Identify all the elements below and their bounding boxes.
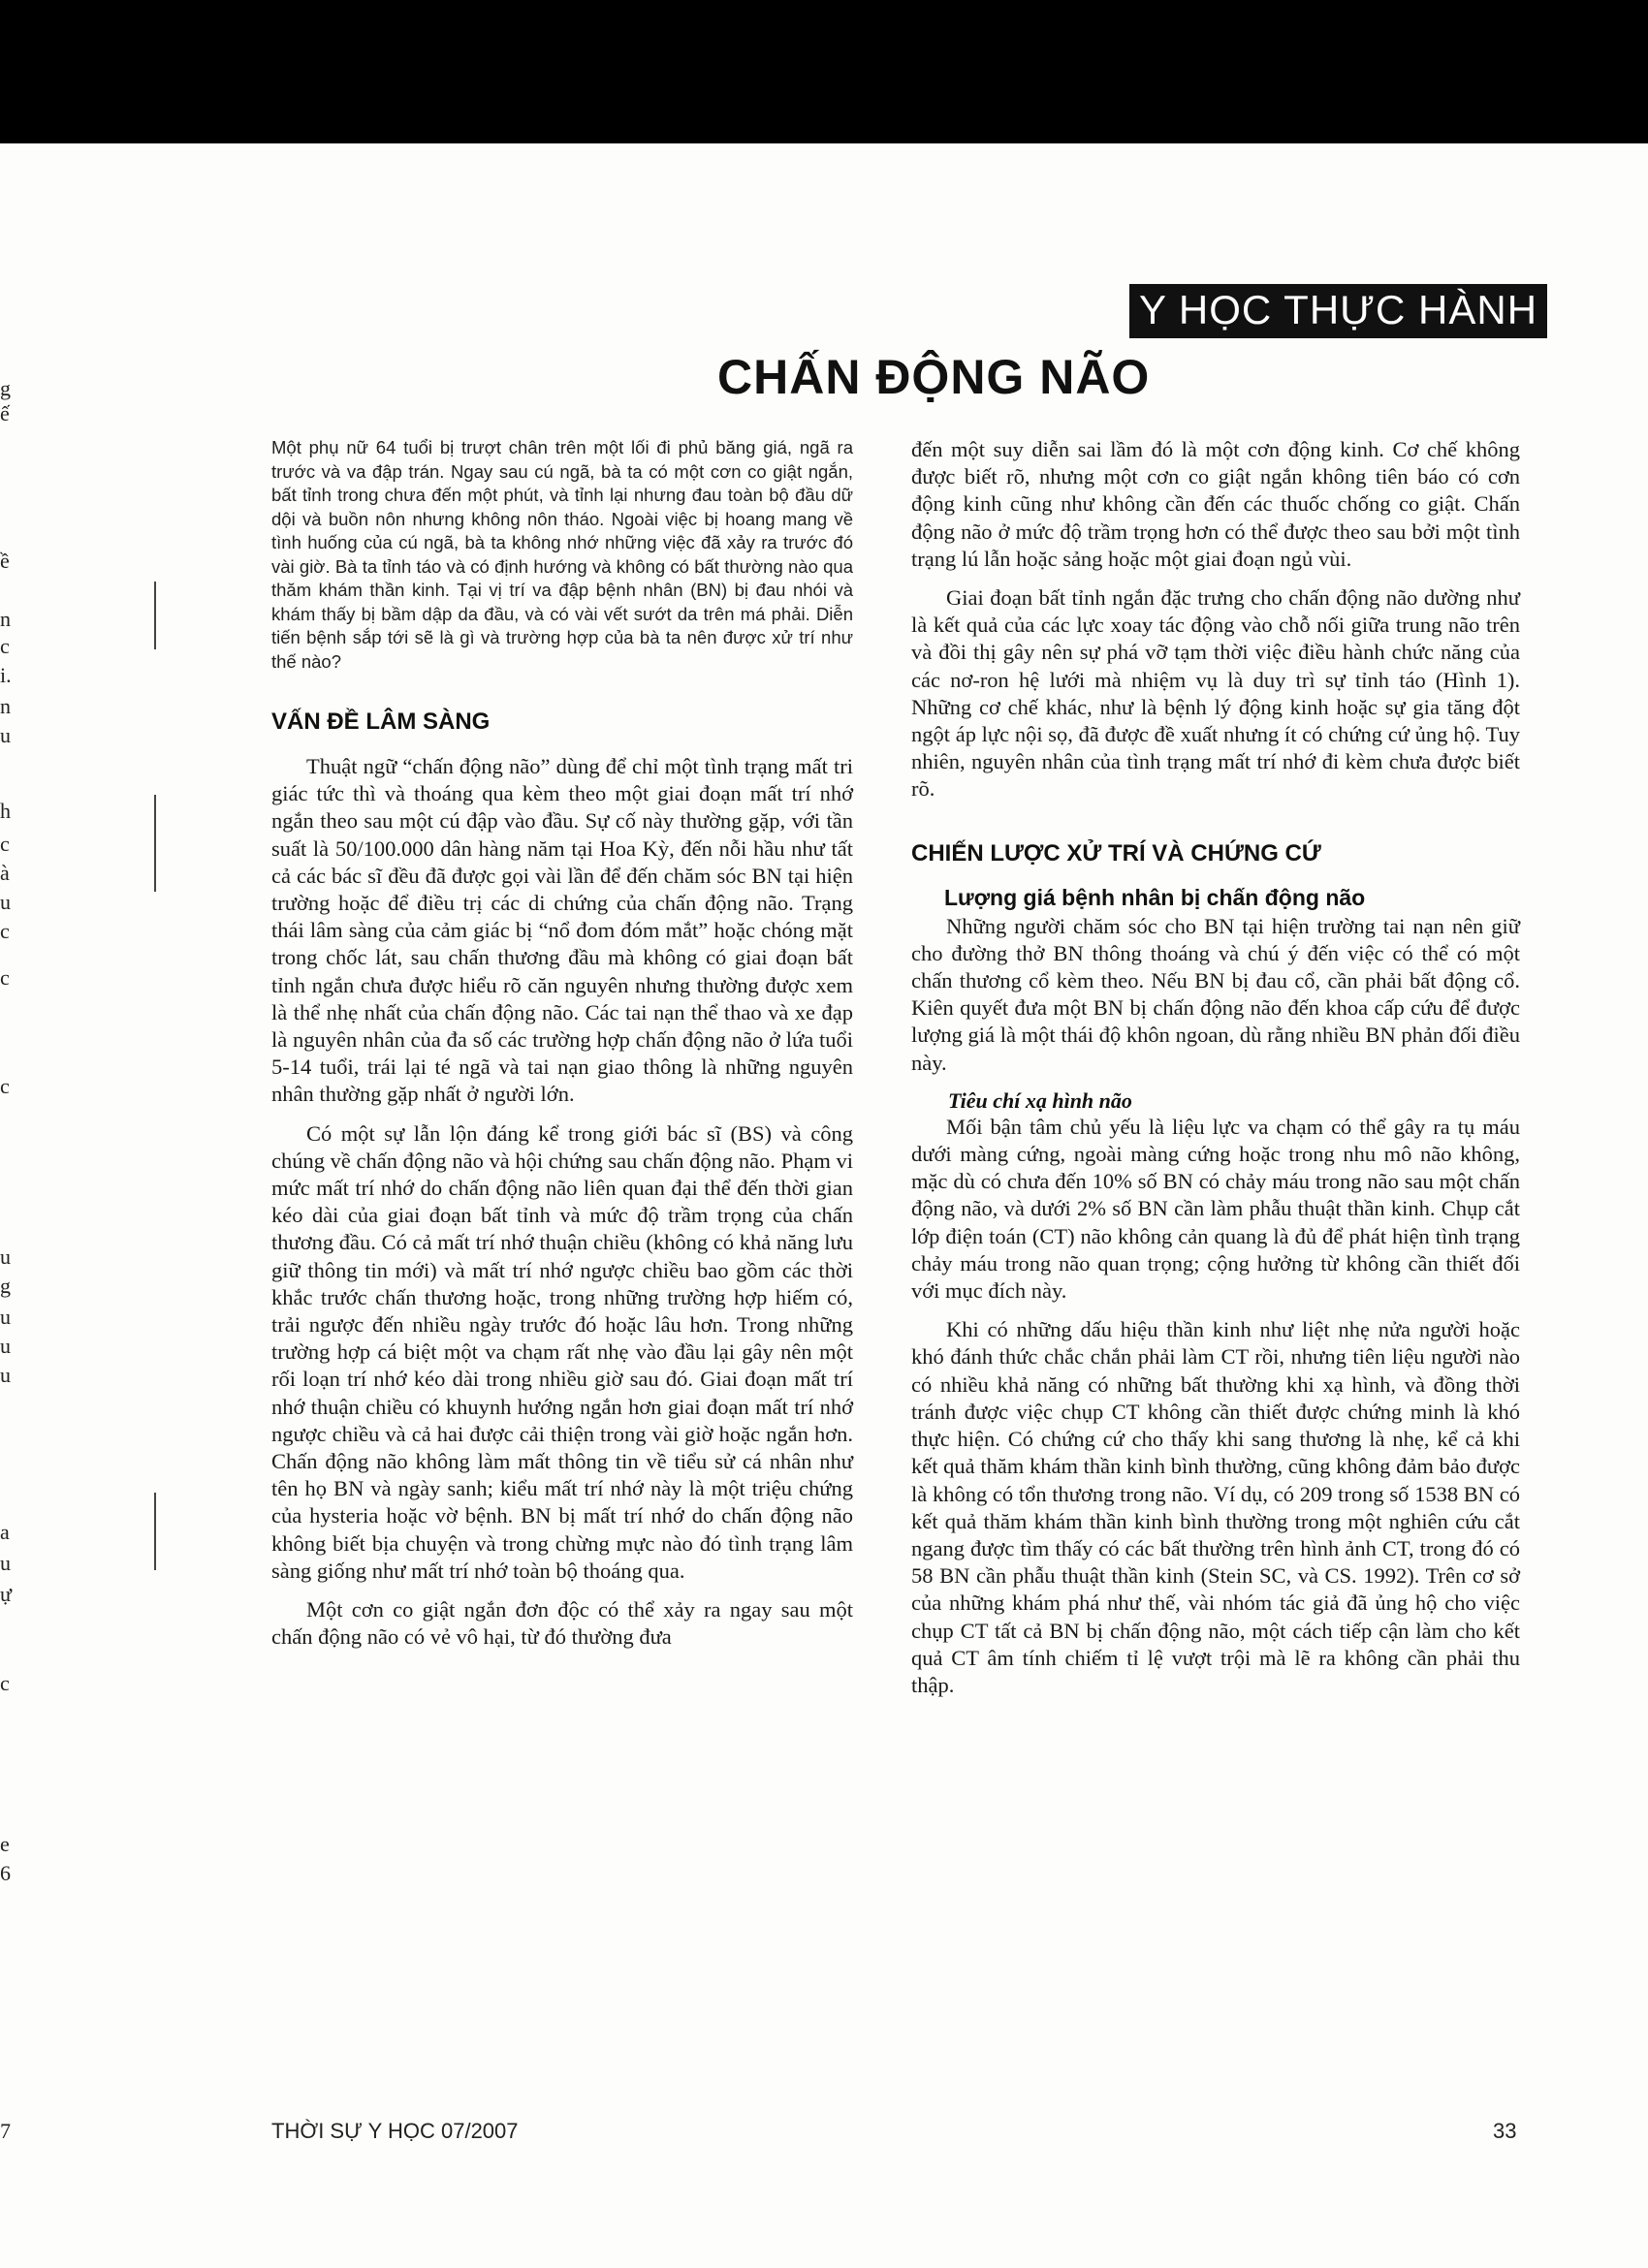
margin-glyph: c <box>0 965 10 990</box>
margin-glyph: a <box>0 1520 10 1544</box>
body-paragraph: Khi có những dấu hiệu thần kinh như liệt nhẹ nửa người hoặc khó đánh thức chắc chắn phải làm CT rồi, nhưng tiên liệu người nào có nhiều khả năng có những bất thường khi xạ hình, và đồng thời tránh được việc chụp CT không cần thiết được chứng minh là khó thực hiện. Có chứng cứ cho thấy khi sang thương là nhẹ, kể cả khi kết quả thăm khám thần kinh bình thường, cũng không đảm bảo được là không có tổn thương trong não. Ví dụ, có 209 trong số 1538 BN có kết quả thăm khám thần kinh bình thường trong một nghiên cứu cắt ngang được tìm thấy có các bất thường trên hình ảnh CT, trong đó có 58 BN cần phẫu thuật thần kinh (Stein SC, và CS. 1992). Trên cơ sở của những khám phá như thế, vài nhóm tác giả đã ủng hộ cho việc chụp CT tất cả BN bị chấn động não, một cách tiếp cận làm cho kết quả CT âm tính chiếm tỉ lệ vượt trội mà lẽ ra không cần phải thu thập. <box>911 1317 1520 1697</box>
left-column <box>271 436 853 1663</box>
body-paragraph: Thuật ngữ “chấn động não” dùng để chỉ một tình trạng mất tri giác tức thì và thoáng qua kèm theo một giai đoạn mất trí nhớ ngắn theo sau một cú đập vào đầu. Sự cố này thường gặp, với tần suất là 50/100.000 dân hàng năm tại Hoa Kỳ, đến nỗi hầu như tất cả các bác sĩ đều đã được gọi vài lần để đến chăm sóc BN tại hiện trường hoặc để điều trị các di chứng của chấn động não. Trạng thái lâm sàng của cảm giác bị “nổ đom đóm mắt” hoặc chóng mặt trong chốc lát, sau chấn thương đầu mà không có giai đoạn bất tỉnh ngắn chưa được hiểu rõ căn nguyên nhưng thường được xem là thể nhẹ nhất của chấn động não. Các tai nạn thể thao và xe đạp là nguyên nhân của đa số các trường hợp chấn động não ở lứa tuổi 5-14 tuổi, trái lại té ngã và tai nạn giao thông là những nguyên nhân thường gặp nhất ở người lớn. <box>271 754 853 1107</box>
scan-mark <box>154 1493 156 1570</box>
right-column <box>911 436 1520 1711</box>
scan-mark <box>154 795 156 892</box>
clinical-problem-heading: VẤN ĐỀ LÂM SÀNG <box>271 709 491 735</box>
scan-mark <box>154 582 156 649</box>
previous-page-margin <box>0 143 21 2268</box>
margin-glyph: h <box>0 799 11 823</box>
body-paragraph: Có một sự lẫn lộn đáng kể trong giới bác sĩ (BS) và công chúng về chấn động não và hội chứng sau chấn động não. Phạm vi mức mất trí nhớ do chấn động não liên quan đại thể đến thời gian kéo dài của giai đoạn bất tỉnh và mức độ trầm trọng của chấn thương đầu. Có cả mất trí nhớ thuận chiều (không có khả năng lưu giữ thông tin mới) và mất trí nhớ ngược chiều bao gồm các thời khắc trước chấn thương hoặc, trong những trường hợp hiếm có, trải ngược đến nhiều ngày trước đó hoặc lâu hơn. Trong những trường hợp cá biệt một va chạm rất nhẹ vào đầu lại gây nên một rối loạn trí nhớ kéo dài trong nhiều giờ sau đó. Giai đoạn mất trí nhớ thuận chiều có khuynh hướng ngắn hơn giai đoạn mất trí nhớ ngược chiều và cả hai được cải thiện trong vài giờ hoặc ngắn hơn. Chấn động não không làm mất thông tin về tiểu sử cá nhân như tên họ BN và ngày sanh; kiểu mất trí nhớ này là một triệu chứng của hysteria hoặc vờ bệnh. BN bị mất trí nhớ do chấn động não không biết bịa chuyện và trong chừng mực nào đó tình trạng lâm sàng giống như mất trí nhớ toàn bộ thoáng qua. <box>271 1120 853 1583</box>
margin-glyph: ự <box>0 1582 12 1606</box>
margin-glyph: u <box>0 1551 11 1575</box>
margin-glyph: 7 <box>0 2119 11 2143</box>
margin-glyph: 6 <box>0 1861 11 1885</box>
page-number: 33 <box>1493 2119 1517 2143</box>
margin-glyph: g <box>0 1274 11 1298</box>
margin-glyph: c <box>0 919 10 943</box>
margin-glyph: u <box>0 1244 11 1269</box>
margin-glyph: u <box>0 1305 11 1329</box>
margin-glyph: e <box>0 1832 10 1856</box>
margin-glyph: g <box>0 376 11 400</box>
margin-glyph: i. <box>0 663 12 687</box>
margin-glyph: n <box>0 694 11 718</box>
section-label: Y HỌC THỰC HÀNH <box>1129 284 1547 338</box>
body-paragraph: đến một suy diễn sai lầm đó là một cơn động kinh. Cơ chế không được biết rõ, nhưng một cơn co giật ngắn không tiên báo có cơn động kinh cũng như không cần đến các thuốc chống co giật. Chấn động não ở mức độ trầm trọng hơn có thể được theo sau bởi một tình trạng lú lẫn hoặc sảng hoặc một giai đoạn ngủ vùi. <box>911 437 1520 571</box>
margin-glyph: à <box>0 861 10 885</box>
article-title: CHẤN ĐỘNG NÃO <box>717 350 1151 404</box>
scan-top-border <box>0 0 1648 143</box>
case-summary: Một phụ nữ 64 tuổi bị trượt chân trên một lối đi phủ băng giá, ngã ra trước và va đập trán. Ngay sau cú ngã, bà ta có một cơn co giật ngắn, bất tỉnh trong chưa đến một phút, và tỉnh lại nhưng đau toàn bộ đầu dữ dội và buồn nôn nhưng không nôn tháo. Ngoài việc bị hoang mang về tình huống của cú ngã, bà ta không nhớ những việc đã xảy ra trước đó vài giờ. Bà ta tỉnh táo và có định hướng và không có bất thường nào qua thăm khám thần kinh. Tại vị trí va đập bệnh nhân (BN) bị đau nhói và khám thấy bị bầm dập da đầu, và có vài vết sướt da trên má phải. Diễn tiến bệnh sắp tới sẽ là gì và trường hợp của bà ta nên được xử trí như thế nào? <box>271 437 853 672</box>
margin-glyph: ề <box>0 549 10 573</box>
margin-glyph: u <box>0 1334 11 1358</box>
strategy-heading: CHIẾN LƯỢC XỬ TRÍ VÀ CHỨNG CỨ <box>911 839 1321 866</box>
margin-glyph: u <box>0 723 11 747</box>
journal-footer: THỜI SỰ Y HỌC 07/2007 <box>271 2119 519 2143</box>
margin-glyph: ế <box>0 401 10 425</box>
margin-glyph: u <box>0 890 11 914</box>
margin-glyph: c <box>0 1074 10 1098</box>
body-paragraph: Mối bận tâm chủ yếu là liệu lực va chạm có thể gây ra tụ máu dưới màng cứng, ngoài màng cứng hoặc trong nhu mô não không, mặc dù có chưa đến 10% số BN có chảy máu trong não sau một chấn động não, và dưới 2% số BN cần làm phẫu thuật thần kinh. Chụp cắt lớp điện toán (CT) não không cản quang là đủ để phát hiện tình trạng chảy máu trong não quan trọng; cộng hưởng từ không cần thiết đối với mục đích này. <box>911 1114 1520 1304</box>
margin-glyph: c <box>0 634 10 658</box>
body-paragraph: Một cơn co giật ngắn đơn độc có thể xảy ra ngay sau một chấn động não có vẻ vô hại, từ đó thường đưa <box>271 1597 853 1650</box>
margin-glyph: n <box>0 607 11 631</box>
body-paragraph: Những người chăm sóc cho BN tại hiện trường tai nạn nên giữ cho đường thở BN thông thoáng và chú ý đến việc có thể có một chấn thương cổ kèm theo. Nếu BN bị đau cổ, cần phải bất động cổ. Kiên quyết đưa một BN bị chấn động não đến khoa cấp cứu để được lượng giá là một thái độ khôn ngoan, dù rằng nhiều BN phản đối điều này. <box>911 913 1520 1075</box>
assessment-subheading: Lượng giá bệnh nhân bị chấn động não <box>944 884 1366 910</box>
margin-glyph: c <box>0 1671 10 1695</box>
imaging-criteria-subheading: Tiêu chí xạ hình não <box>948 1087 1132 1113</box>
margin-glyph: c <box>0 832 10 856</box>
margin-glyph: u <box>0 1363 11 1387</box>
body-paragraph: Giai đoạn bất tỉnh ngắn đặc trưng cho chấn động não dường như là kết quả của các lực xoay tác động vào chỗ nối giữa trung não trên và đồi thị gây nên sự phá vỡ tạm thời việc điều hành chức năng của các nơ-ron hệ lưới mà nhiệm vụ là duy trì sự tỉnh táo (Hình 1). Những cơ chế khác, như là bệnh lý động kinh hoặc sự gia tăng đột ngột áp lực nội sọ, đã được đề xuất nhưng ít có chứng cứ ủng hộ. Tuy nhiên, nguyên nhân của tình trạng mất trí nhớ đi kèm chưa được biết rõ. <box>911 585 1520 802</box>
